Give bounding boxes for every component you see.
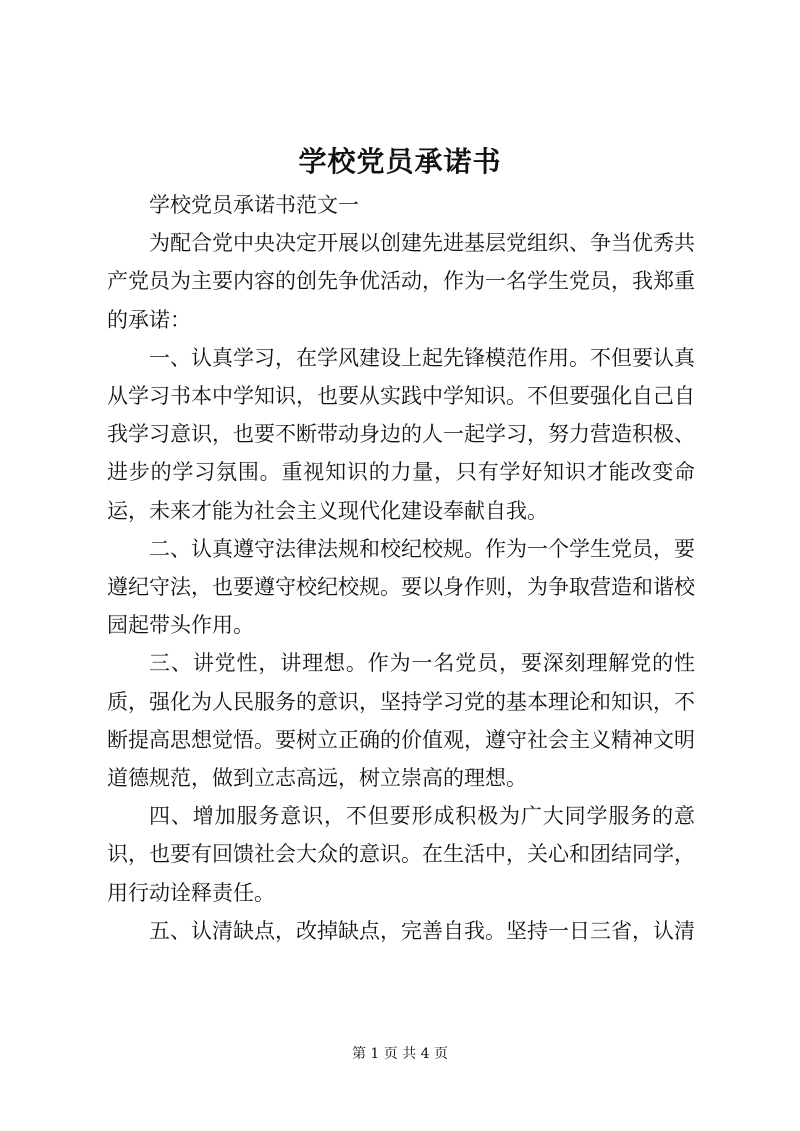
document-body xyxy=(107,186,695,950)
paragraph-point-4: 四、增加服务意识，不但要形成积极为广大同学服务的意识，也要有回馈社会大众的意识。在生活中，关心和团结同学，用行动诠释责任。 xyxy=(107,804,695,905)
paragraph-point-5: 五、认清缺点，改掉缺点，完善自我。坚持一日三省，认清 xyxy=(149,918,695,943)
paragraph-point-3: 三、讲党性，讲理想。作为一名党员，要深刻理解党的性质，强化为人民服务的意识，坚持学习党的基本理论和知识，不断提高思想觉悟。要树立正确的价值观，遵守社会主义精神文明道德规范，做到立志高远，树立崇高的理想。 xyxy=(107,651,695,791)
paragraph-subtitle: 学校党员承诺书范文一 xyxy=(149,193,359,217)
paragraph-point-2: 二、认真遵守法律法规和校纪校规。作为一个学生党员，要遵纪守法，也要遵守校纪校规。要以身作则，为争取营造和谐校园起带头作用。 xyxy=(107,536,695,638)
page-number-footer: 第 1 页 共 4 页 xyxy=(351,1046,449,1062)
paragraph-point-1: 一、认真学习，在学风建设上起先锋模范作用。不但要认真从学习书本中学知识，也要从实践中学知识。不但要强化自己自我学习意识，也要不断带动身边的人一起学习，努力营造积极、进步的学习氛围。重视知识的力量，只有学好知识才能改变命运，未来才能为社会主义现代化建设奉献自我。 xyxy=(107,345,695,523)
document-title: 学校党员承诺书 xyxy=(298,145,502,178)
paragraph-intro: 为配合党中央决定开展以创建先进基层党组织、争当优秀共产党员为主要内容的创先争优活动，作为一名学生党员，我郑重的承诺： xyxy=(107,231,695,332)
